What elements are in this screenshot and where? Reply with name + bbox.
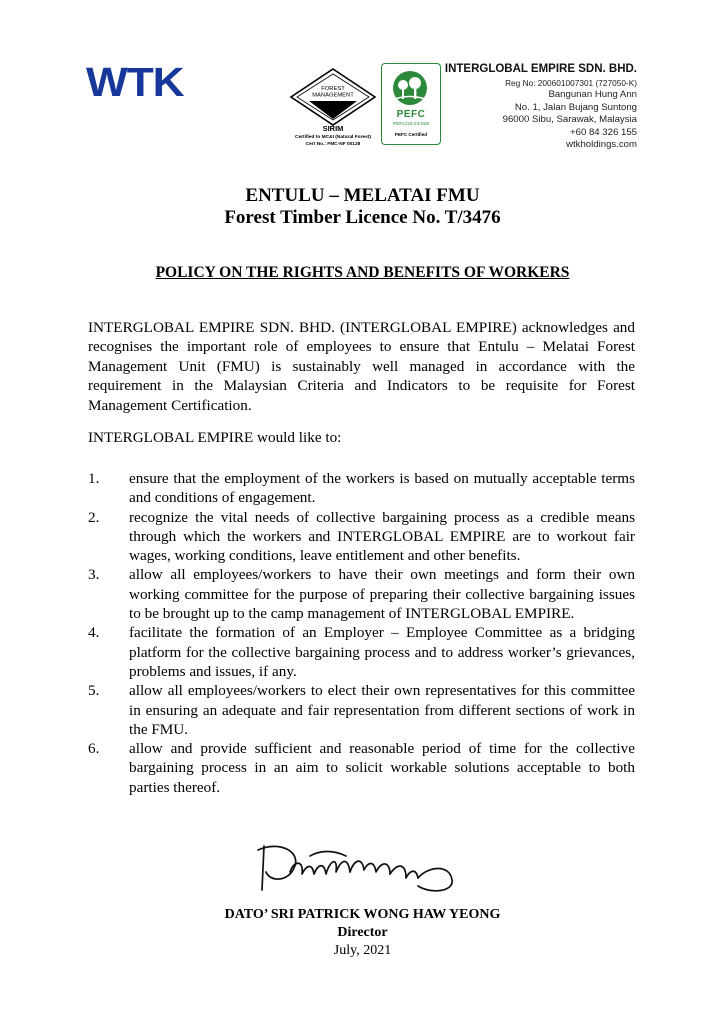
company-address-line: 96000 Sibu, Sarawak, Malaysia [502,114,637,126]
signature-date: July, 2021 [333,943,392,958]
pefc-code: PEFC/34-23-029 [393,122,429,127]
list-item-number: 6. [88,740,100,758]
company-phone: +60 84 326 155 [570,126,637,138]
would-like-paragraph: INTERGLOBAL EMPIRE would like to: [88,429,342,446]
policy-heading: POLICY ON THE RIGHTS AND BENEFITS OF WORKERS [155,264,570,281]
list-item-text: recognize the vital needs of collective bargaining process as a credible means through which the workers and INTERGLOBAL EMPIRE are to workout fair wages, working conditions, leave entitlement and other benefits. [129,508,635,565]
list-item [88,739,635,797]
list-item-text: ensure that the employment of the workers is based on mutually acceptable terms and conditions of engagement. [129,470,635,507]
list-item [88,508,635,566]
document-title-licence: Forest Timber Licence No. T/3476 [224,207,501,228]
list-item-text: allow all employees/workers to elect their own representatives for this committee in ensuring an adequate and fair representation from different sections of work in the FMU. [129,682,635,738]
sirim-top-text-1: FOREST [321,86,345,92]
list-item-number: 4. [88,624,100,642]
document-title-fmu: ENTULU – MELATAI FMU [245,185,480,206]
company-address-block [445,63,637,151]
handwritten-signature [250,836,465,898]
sirim-diamond-icon [287,67,379,129]
list-item-text: allow and provide sufficient and reasonable period of time for the collective bargaining process in an aim to solicit workable solutions acceptable to both parties thereof. [129,740,635,796]
list-item-number: 3. [88,566,100,584]
wtk-logo: WTK [86,59,184,105]
pefc-caption: PEFC Certified [394,132,428,137]
company-reg-no: Reg No: 200601007301 (727050-K) [505,78,637,88]
list-item [88,623,635,681]
signer-role: Director [337,925,388,940]
company-address-line: Bangunan Hung Ann [548,89,637,101]
list-item [88,681,635,739]
company-website: wtkholdings.com [566,139,637,151]
company-name: INTERGLOBAL EMPIRE SDN. BHD. [444,63,637,75]
pefc-name: PEFC [396,109,426,120]
list-item-text: facilitate the formation of an Employer – Employee Committee as a bridging platform for the collective bargaining process and to address worker’s grievances, problems and issues, if any. [129,624,635,680]
company-address-line: No. 1, Jalan Bujang Suntong [514,101,637,113]
list-item-number: 1. [88,470,100,487]
policy-list [88,469,635,797]
sirim-caption-2: Cert No.: FMC-NF 00128 [305,142,361,147]
list-item [88,565,635,623]
pefc-logo [381,63,441,145]
signer-name: DATO’ SRI PATRICK WONG HAW YEONG [224,907,501,922]
sirim-forest-management-logo [287,67,379,153]
pefc-tree-icon [382,68,438,108]
sirim-top-text-2: MANAGEMENT [312,92,354,99]
list-item-number: 5. [88,682,100,700]
list-item-text: allow all employees/workers to have their own meetings and form their own working committee for the purpose of preparing their collective bargaining issues to be brought up to the camp management of INTERGLOBAL EMPIRE. [129,566,635,623]
list-item-number: 2. [88,508,100,526]
sirim-caption-1: Certified to MC&I (Natural Forest) [295,135,371,140]
intro-paragraph: INTERGLOBAL EMPIRE SDN. BHD. (INTERGLOBAL EMPIRE) acknowledges and recognises the important role of employees to ensure that Entulu – Melatai Forest Management Unit (FMU) is sustainably well managed in accordance with the requirement in the Malaysian Criteria and Indicators to be requisite for Forest Management Certification. [88,319,635,414]
sirim-label: SIRIM [322,124,344,133]
list-item [88,469,635,508]
